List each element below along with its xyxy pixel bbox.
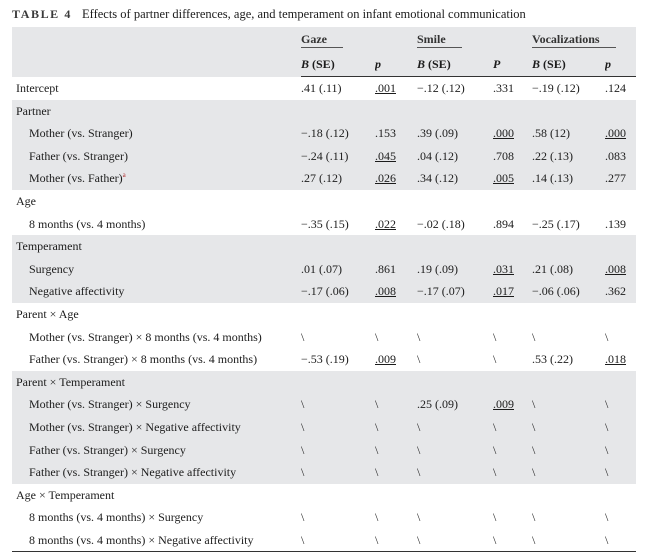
- p-value-cell: .001: [375, 81, 396, 95]
- p-value-cell: .362: [605, 280, 636, 303]
- estimate-cell: \: [532, 461, 605, 484]
- row-label: Mother (vs. Stranger) × 8 months (vs. 4 months): [29, 329, 262, 344]
- table-row: [12, 326, 636, 349]
- p-value-cell: .017: [493, 280, 532, 303]
- estimate-cell: −.17 (.07): [417, 280, 493, 303]
- row-label: Father (vs. Stranger) × Negative affectivity: [12, 461, 301, 484]
- p-value-cell: .139: [605, 216, 627, 231]
- vocal-b-header: B (SE): [532, 52, 605, 77]
- p-value-cell: \: [493, 352, 497, 367]
- p-value-cell: \: [605, 393, 636, 416]
- estimate-cell: .34 (.12): [417, 167, 493, 190]
- p-value-cell: .018: [605, 352, 627, 367]
- table-row: [12, 439, 636, 462]
- section-header-row: [12, 484, 636, 507]
- vocal-p-header: p: [605, 52, 636, 77]
- estimate-cell: −.53 (.19): [301, 352, 349, 367]
- estimate-cell: \: [532, 510, 536, 525]
- estimate-cell: .58 (12): [532, 122, 605, 145]
- section-header-row: [12, 100, 636, 123]
- estimate-cell: \: [301, 510, 305, 525]
- p-value-cell: .009: [493, 393, 532, 416]
- estimate-cell: .25 (.09): [417, 393, 493, 416]
- table-row: [12, 167, 636, 190]
- p-value-cell: \: [375, 416, 417, 439]
- row-label: Intercept: [16, 80, 59, 95]
- estimate-cell: \: [417, 416, 493, 439]
- estimate-cell: \: [417, 529, 493, 552]
- p-value-cell: \: [493, 439, 532, 462]
- p-value-cell: \: [375, 439, 417, 462]
- estimate-cell: \: [532, 416, 605, 439]
- p-value-cell: .708: [493, 145, 532, 168]
- table-body: [12, 77, 636, 552]
- section-header-row: [12, 235, 636, 258]
- section-label: Age: [16, 193, 36, 208]
- vocalizations-header: Vocalizations: [532, 27, 636, 52]
- smile-p-header: P: [493, 52, 532, 77]
- estimate-cell: −.12 (.12): [417, 81, 465, 95]
- results-table: [12, 27, 636, 552]
- p-value-cell: \: [375, 393, 417, 416]
- row-label: Surgency: [12, 258, 301, 281]
- estimate-cell: −.06 (.06): [532, 280, 605, 303]
- smile-header: Smile: [417, 27, 532, 52]
- footnote-marker: a: [122, 171, 126, 180]
- row-label: Negative affectivity: [12, 280, 301, 303]
- estimate-cell: −.25 (.17): [532, 216, 580, 231]
- p-value-cell: \: [493, 529, 532, 552]
- estimate-cell: −.17 (.06): [301, 280, 375, 303]
- p-value-cell: \: [493, 461, 532, 484]
- estimate-cell: .22 (.13): [532, 145, 605, 168]
- estimate-cell: \: [301, 461, 375, 484]
- p-value-cell: \: [605, 461, 636, 484]
- estimate-cell: \: [417, 461, 493, 484]
- table-title: Effects of partner differences, age, and temperament on infant emotional communication: [82, 7, 526, 21]
- p-value-cell: .000: [493, 122, 532, 145]
- estimate-cell: \: [301, 416, 375, 439]
- estimate-cell: \: [301, 329, 305, 344]
- p-value-cell: \: [605, 529, 636, 552]
- estimate-cell: .39 (.09): [417, 122, 493, 145]
- p-value-cell: \: [375, 529, 417, 552]
- row-label: Mother (vs. Stranger) × Negative affectivity: [12, 416, 301, 439]
- p-value-cell: .008: [605, 258, 636, 281]
- gaze-p-header: p: [375, 52, 417, 77]
- row-label: Father (vs. Stranger) × Surgency: [12, 439, 301, 462]
- row-label: 8 months (vs. 4 months) × Negative affectivity: [12, 529, 301, 552]
- group-header-row: [12, 27, 636, 52]
- estimate-cell: \: [301, 439, 375, 462]
- p-value-cell: .005: [493, 167, 532, 190]
- table-row: [12, 461, 636, 484]
- gaze-b-header: B (SE): [301, 52, 375, 77]
- table-row: [12, 529, 636, 552]
- p-value-cell: .861: [375, 258, 417, 281]
- estimate-cell: \: [532, 529, 605, 552]
- row-label: Father (vs. Stranger): [12, 145, 301, 168]
- section-label: Parent × Temperament: [12, 371, 301, 394]
- p-value-cell: .026: [375, 167, 417, 190]
- p-value-cell: .277: [605, 167, 636, 190]
- table-caption: [12, 5, 648, 23]
- section-header-row: [12, 371, 636, 394]
- estimate-cell: \: [301, 529, 375, 552]
- estimate-cell: .53 (.22): [532, 352, 574, 367]
- column-header-row: [12, 52, 636, 77]
- p-value-cell: \: [493, 510, 497, 525]
- estimate-cell: \: [417, 439, 493, 462]
- p-value-cell: \: [605, 329, 609, 344]
- row-label: Father (vs. Stranger) × 8 months (vs. 4 months): [29, 352, 258, 367]
- section-label: Temperament: [12, 235, 301, 258]
- table-row: [12, 506, 636, 529]
- estimate-cell: .19 (.09): [417, 258, 493, 281]
- row-label: 8 months (vs. 4 months): [29, 216, 146, 231]
- section-header-row: [12, 190, 636, 213]
- estimate-cell: \: [301, 393, 375, 416]
- table-row: [12, 416, 636, 439]
- estimate-cell: \: [417, 352, 421, 367]
- table-row: [12, 280, 636, 303]
- estimate-cell: \: [532, 393, 605, 416]
- gaze-header: Gaze: [301, 27, 417, 52]
- p-value-cell: .153: [375, 122, 417, 145]
- table-row: [12, 348, 636, 371]
- p-value-cell: .009: [375, 352, 396, 367]
- p-value-cell: .894: [493, 216, 514, 231]
- p-value-cell: .083: [605, 145, 636, 168]
- estimate-cell: −.24 (.11): [301, 145, 375, 168]
- estimate-cell: −.19 (.12): [532, 81, 580, 95]
- estimate-cell: −.18 (.12): [301, 122, 375, 145]
- table-row: [12, 145, 636, 168]
- table-row: [12, 122, 636, 145]
- table-row: [12, 393, 636, 416]
- p-value-cell: \: [493, 416, 532, 439]
- estimate-cell: \: [417, 510, 421, 525]
- p-value-cell: .000: [605, 122, 636, 145]
- p-value-cell: \: [605, 416, 636, 439]
- section-label: Parent × Age: [16, 306, 79, 321]
- estimate-cell: \: [532, 329, 536, 344]
- table-label: TABLE 4: [12, 7, 72, 21]
- p-value-cell: \: [375, 461, 417, 484]
- p-value-cell: .045: [375, 145, 417, 168]
- section-label: Partner: [12, 100, 301, 123]
- estimate-cell: .41 (.11): [301, 81, 342, 95]
- p-value-cell: .124: [605, 81, 627, 95]
- p-value-cell: \: [493, 329, 497, 344]
- p-value-cell: \: [375, 329, 379, 344]
- p-value-cell: .031: [493, 258, 532, 281]
- section-label: Age × Temperament: [16, 487, 115, 502]
- table-row: [12, 77, 636, 100]
- estimate-cell: .21 (.08): [532, 258, 605, 281]
- estimate-cell: −.35 (.15): [301, 216, 349, 231]
- row-label: Mother (vs. Stranger): [12, 122, 301, 145]
- smile-b-header: B (SE): [417, 52, 493, 77]
- row-label: Mother (vs. Stranger) × Surgency: [12, 393, 301, 416]
- section-header-row: [12, 303, 636, 326]
- estimate-cell: .14 (.13): [532, 167, 605, 190]
- estimate-cell: .04 (.12): [417, 145, 493, 168]
- estimate-cell: \: [532, 439, 605, 462]
- p-value-cell: \: [605, 439, 636, 462]
- p-value-cell: \: [605, 510, 609, 525]
- estimate-cell: .01 (.07): [301, 258, 375, 281]
- estimate-cell: .27 (.12): [301, 167, 375, 190]
- p-value-cell: \: [375, 510, 379, 525]
- table-row: [12, 213, 636, 236]
- table-row: [12, 258, 636, 281]
- row-label: 8 months (vs. 4 months) × Surgency: [29, 510, 204, 525]
- p-value-cell: .331: [493, 81, 514, 95]
- estimate-cell: \: [417, 329, 421, 344]
- p-value-cell: .008: [375, 280, 417, 303]
- estimate-cell: −.02 (.18): [417, 216, 465, 231]
- p-value-cell: .022: [375, 216, 396, 231]
- row-label: Mother (vs. Father)$^a$: [12, 167, 301, 190]
